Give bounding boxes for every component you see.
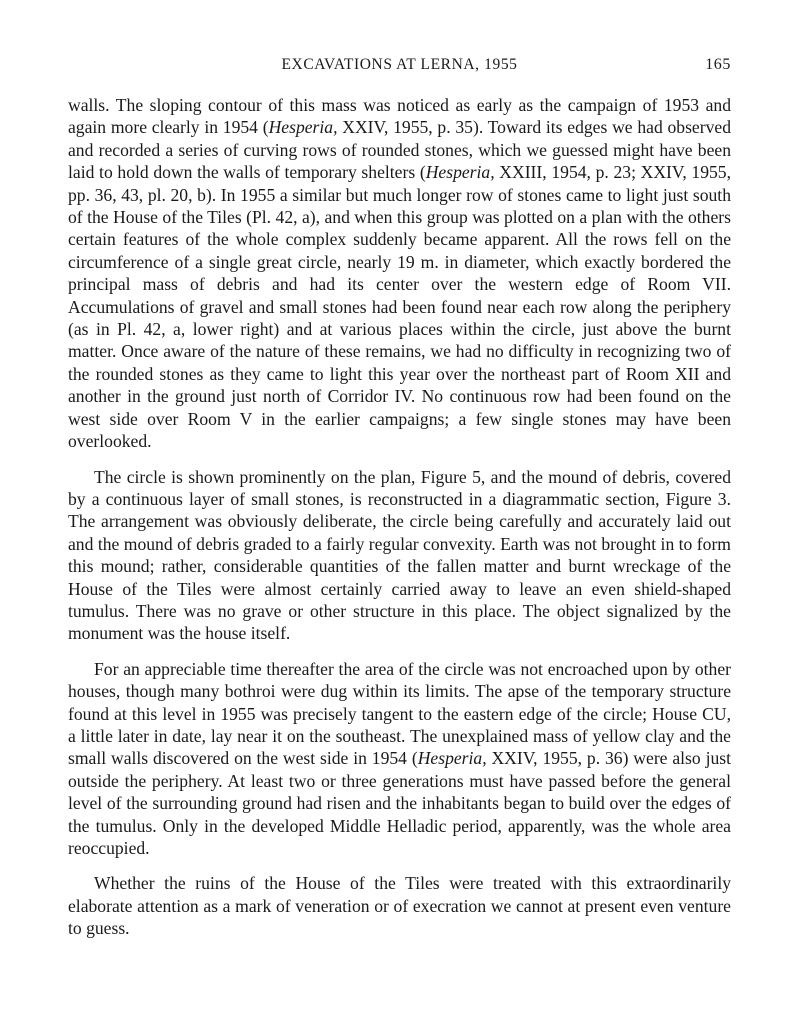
text-segment: walls. The sloping contour of this mass was noticed as early as the campaign of 1953 and again more clearly in 1954 ( xyxy=(68,95,731,138)
paragraph-3 xyxy=(68,658,731,860)
page xyxy=(68,52,731,953)
journal-title: Hesperia, xyxy=(425,162,495,183)
text-segment: For an appreciable time thereafter the area of the circle was not encroached upon by other houses, though many bothroi were dug within its limits. The apse of the temporary structure found at this level in 1955 was precisely tangent to the eastern edge of the circle; House CU, a little later in date, lay near it on the southeast. The unexplained mass of yellow clay and the small walls discovered on the west side in 1954 ( xyxy=(68,658,731,769)
paragraph-4 xyxy=(68,872,731,939)
body-text xyxy=(68,94,731,940)
journal-title: Hesperia, xyxy=(268,117,338,138)
running-head xyxy=(68,52,731,78)
running-title: EXCAVATIONS AT LERNA, 1955 xyxy=(281,56,518,73)
journal-title: Hesperia, xyxy=(417,748,487,769)
paragraph-2 xyxy=(68,466,731,645)
text-segment: XXIV, 1955, p. 35). Toward its edges we had observed and recorded a series of curving rows of rounded stones, which we guessed might have been laid to hold down the walls of temporary shelters ( xyxy=(68,117,731,183)
page-number: 165 xyxy=(705,56,731,73)
text-segment: XXIV, 1955, p. 36) were also just outside the periphery. At least two or three generations must have passed before the general level of the surrounding ground had risen and the inhabitants began to build over the edges of the tumulus. Only in the developed Middle Helladic period, apparently, was the whole area reoccupied. xyxy=(68,748,731,858)
text-segment: The circle is shown prominently on the plan, Figure 5, and the mound of debris, covered by a continuous layer of small stones, is reconstructed in a diagrammatic section, Figure 3. The arrangement was obviously deliberate, the circle being carefully and accurately laid out and the mound of debris graded to a fairly regular convexity. Earth was not brought in to form this mound; rather, considerable quantities of the fallen matter and burnt wreckage of the House of the Tiles were almost certainly carried away to leave an even shield-shaped tumulus. There was no grave or other structure in this place. The object signalized by the monument was the house itself. xyxy=(68,466,731,644)
paragraph-1 xyxy=(68,94,731,453)
text-segment: XXIII, 1954, p. 23; XXIV, 1955, pp. 36, 43, pl. 20, b). In 1955 a similar but much longer row of stones came to light just south of the House of the Tiles (Pl. 42, a), and when this group was plotted on a plan with the others certain features of the whole complex suddenly became apparent. All the rows fell on the circumference of a single great circle, nearly 19 m. in diameter, which exactly bordered the principal mass of debris and had its center over the western edge of Room VII. Accumulations of gravel and small stones had been found near each row along the periphery (as in Pl. 42, a, lower right) and at various places within the circle, just above the burnt matter. Once aware of the nature of these remains, we had no difficulty in recognizing two of the rounded stones as they came to light this year over the northeast part of Room XII and another in the ground just north of Corridor IV. No continuous row had been found on the west side over Room V in the earlier campaigns; a few single stones may have been overlooked. xyxy=(68,162,731,452)
text-segment: Whether the ruins of the House of the Tiles were treated with this extraordinarily elaborate attention as a mark of veneration or of execration we cannot at present even venture to guess. xyxy=(68,873,731,939)
